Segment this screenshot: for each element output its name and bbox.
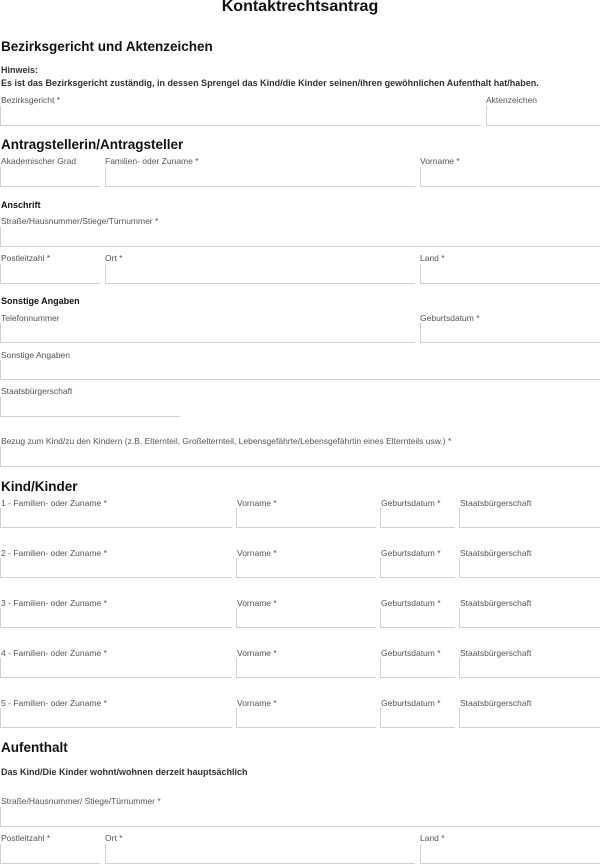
residence-city-label: Ort * xyxy=(105,833,123,843)
page-title: Kontaktrechtsantrag xyxy=(221,0,379,15)
child-firstname-input[interactable] xyxy=(236,708,376,728)
child-birthdate-label: Geburtsdatum * xyxy=(381,598,441,608)
relation-input[interactable] xyxy=(0,447,600,467)
child-birthdate-input[interactable] xyxy=(380,558,455,578)
child-firstname-label: Vorname * xyxy=(237,498,277,508)
applicant-city-input[interactable] xyxy=(105,264,415,284)
child-firstname-label: Vorname * xyxy=(237,548,277,558)
court-input[interactable] xyxy=(0,106,481,126)
child-citizenship-input[interactable] xyxy=(459,608,600,628)
court-label: Bezirksgericht * xyxy=(1,95,61,105)
child-birthdate-input[interactable] xyxy=(380,658,455,678)
child-citizenship-label: Staatsbürgerschaft xyxy=(460,698,532,708)
applicant-lastname-label: Familien- oder Zuname * xyxy=(105,156,199,166)
child-birthdate-input[interactable] xyxy=(380,708,455,728)
applicant-country-label: Land * xyxy=(420,253,445,263)
file-number-label: Aktenzeichen xyxy=(486,95,538,105)
applicant-street-input[interactable] xyxy=(0,227,600,247)
applicant-street-label: Straße/Hausnummer/Stiege/Türnummer * xyxy=(1,216,159,226)
file-number-input[interactable] xyxy=(486,106,600,126)
child-birthdate-label: Geburtsdatum * xyxy=(381,548,441,558)
address-heading: Anschrift xyxy=(1,200,41,210)
residence-street-input[interactable] xyxy=(0,807,600,827)
child-citizenship-input[interactable] xyxy=(459,508,600,528)
residence-city-input[interactable] xyxy=(105,844,415,864)
child-firstname-input[interactable] xyxy=(236,558,376,578)
applicant-country-input[interactable] xyxy=(420,264,600,284)
child-lastname-input[interactable] xyxy=(0,508,232,528)
child-lastname-input[interactable] xyxy=(0,608,232,628)
hint-text: Es ist das Bezirksgericht zuständig, in dessen Sprengel das Kind/die Kinder seinen/ihren gewöhnlichen Aufenthalt hat/haben. xyxy=(1,78,539,88)
child-birthdate-input[interactable] xyxy=(380,608,455,628)
child-lastname-label: 1 - Familien- oder Zuname * xyxy=(1,498,107,508)
child-citizenship-label: Staatsbürgerschaft xyxy=(460,498,532,508)
applicant-citizenship-label: Staatsbürgerschaft xyxy=(1,386,73,396)
child-citizenship-label: Staatsbürgerschaft xyxy=(460,598,532,608)
child-firstname-label: Vorname * xyxy=(237,698,277,708)
child-citizenship-input[interactable] xyxy=(459,658,600,678)
child-firstname-label: Vorname * xyxy=(237,598,277,608)
child-firstname-input[interactable] xyxy=(236,508,376,528)
child-lastname-label: 3 - Familien- oder Zuname * xyxy=(1,598,107,608)
child-lastname-label: 4 - Familien- oder Zuname * xyxy=(1,648,107,658)
applicant-firstname-input[interactable] xyxy=(420,167,600,187)
child-birthdate-label: Geburtsdatum * xyxy=(381,698,441,708)
section-heading-children: Kind/Kinder xyxy=(1,479,78,494)
child-lastname-input[interactable] xyxy=(0,558,232,578)
applicant-citizenship-input[interactable] xyxy=(0,397,180,417)
residence-subheading: Das Kind/Die Kinder wohnt/wohnen derzeit hauptsächlich xyxy=(1,767,248,777)
residence-country-input[interactable] xyxy=(420,844,600,864)
residence-street-label: Straße/Hausnummer/ Stiege/Türnummer * xyxy=(1,796,161,806)
section-heading-court: Bezirksgericht und Aktenzeichen xyxy=(1,39,213,54)
child-citizenship-label: Staatsbürgerschaft xyxy=(460,648,532,658)
child-birthdate-input[interactable] xyxy=(380,508,455,528)
section-heading-applicant: Antragstellerin/Antragsteller xyxy=(1,137,184,152)
applicant-zip-input[interactable] xyxy=(0,264,100,284)
residence-zip-label: Postleitzahl * xyxy=(1,833,51,843)
relation-label: Bezug zum Kind/zu den Kindern (z.B. Elternteil, Großelternteil, Lebensgefährte/Lebensgefährtin eines Elternteils usw.) * xyxy=(1,436,452,446)
other-info-label: Sonstige Angaben xyxy=(1,350,71,360)
child-birthdate-label: Geburtsdatum * xyxy=(381,648,441,658)
hint-label: Hinweis: xyxy=(1,65,39,75)
phone-input[interactable] xyxy=(0,323,415,343)
phone-label: Telefonnummer xyxy=(1,313,60,323)
degree-input[interactable] xyxy=(0,167,100,187)
section-heading-residence: Aufenthalt xyxy=(1,740,68,755)
degree-label: Akademischer Grad xyxy=(1,156,77,166)
residence-country-label: Land * xyxy=(420,833,445,843)
applicant-city-label: Ort * xyxy=(105,253,123,263)
child-citizenship-label: Staatsbürgerschaft xyxy=(460,548,532,558)
child-lastname-label: 2 - Familien- oder Zuname * xyxy=(1,548,107,558)
child-birthdate-label: Geburtsdatum * xyxy=(381,498,441,508)
residence-zip-input[interactable] xyxy=(0,844,100,864)
child-firstname-label: Vorname * xyxy=(237,648,277,658)
applicant-zip-label: Postleitzahl * xyxy=(1,253,51,263)
applicant-birthdate-input[interactable] xyxy=(420,323,600,343)
other-info-heading: Sonstige Angaben xyxy=(1,296,80,306)
child-lastname-input[interactable] xyxy=(0,708,232,728)
child-citizenship-input[interactable] xyxy=(459,558,600,578)
applicant-birthdate-label: Geburtsdatum * xyxy=(420,313,480,323)
child-lastname-input[interactable] xyxy=(0,658,232,678)
child-citizenship-input[interactable] xyxy=(459,708,600,728)
child-firstname-input[interactable] xyxy=(236,658,376,678)
applicant-firstname-label: Vorname * xyxy=(420,156,460,166)
other-info-input[interactable] xyxy=(0,360,600,380)
child-lastname-label: 5 - Familien- oder Zuname * xyxy=(1,698,107,708)
applicant-lastname-input[interactable] xyxy=(105,167,415,187)
child-firstname-input[interactable] xyxy=(236,608,376,628)
